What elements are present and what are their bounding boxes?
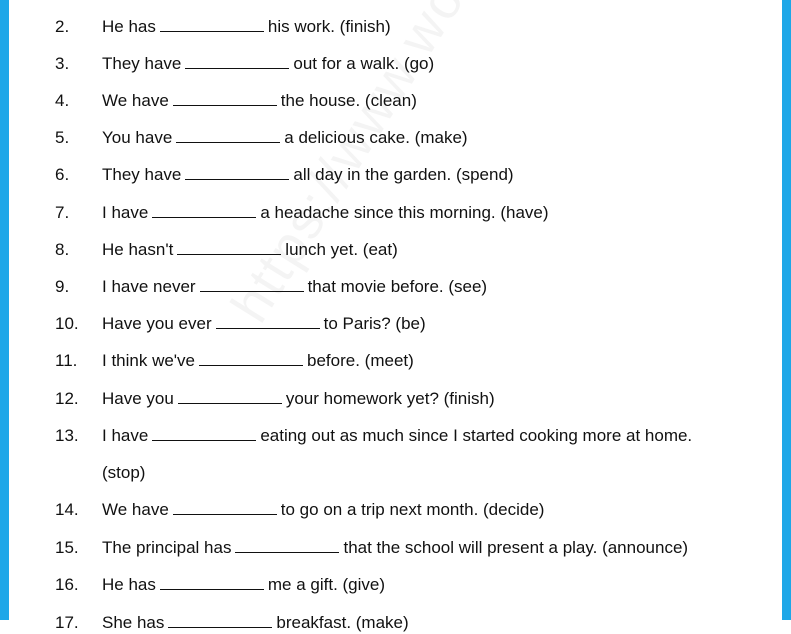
page-border-right: [782, 0, 791, 620]
item-number: 11.: [55, 351, 78, 370]
sentence-end: a headache since this morning. (have): [260, 203, 549, 222]
item-sentence: [102, 313, 426, 335]
sentence-end: eating out as much since I started cooking more at home.: [260, 426, 693, 445]
sentence-end: that movie before. (see): [307, 277, 488, 296]
sentence-end: lunch yet. (eat): [285, 240, 398, 259]
sentence-end: breakfast. (make): [276, 613, 409, 632]
sentence-end: that the school will present a play. (announce): [343, 538, 689, 557]
sentence-end: to Paris? (be): [323, 314, 426, 333]
sentence-end: out for a walk. (go): [293, 54, 435, 73]
sentence-start: I have never: [102, 277, 196, 296]
sentence-start: Have you ever: [102, 314, 212, 333]
sentence-start: We have: [102, 500, 169, 519]
item-number: 14.: [55, 500, 79, 519]
answer-blank[interactable]: [185, 165, 289, 180]
answer-blank[interactable]: [178, 389, 282, 404]
sentence-start: I have: [102, 203, 149, 222]
item-sentence: [102, 90, 417, 112]
answer-blank[interactable]: [160, 575, 264, 590]
item-sentence: [102, 164, 514, 186]
item-number: 13.: [55, 426, 79, 445]
item-sentence: [102, 537, 688, 559]
sentence-start: We have: [102, 91, 169, 110]
item-number: 5.: [55, 128, 70, 147]
sentence-start: I think we've: [102, 351, 196, 370]
item-sentence: [102, 499, 544, 521]
item-sentence: [102, 612, 409, 634]
item-sentence: [102, 425, 692, 447]
answer-blank[interactable]: [177, 240, 281, 255]
item-sentence: [102, 574, 385, 596]
sentence-start: She has: [102, 613, 165, 632]
item-number: 16.: [55, 575, 79, 594]
answer-blank[interactable]: [176, 128, 280, 143]
sentence-start: You have: [102, 128, 173, 147]
item-sentence: [102, 276, 487, 298]
item-number: 9.: [55, 277, 70, 296]
sentence-end: his work. (finish): [267, 17, 391, 36]
sentence-end: to go on a trip next month. (decide): [280, 500, 545, 519]
item-number: 15.: [55, 538, 79, 557]
answer-blank[interactable]: [235, 538, 339, 553]
answer-blank[interactable]: [173, 500, 277, 515]
sentence-start: Have you: [102, 389, 174, 408]
sentence-end: the house. (clean): [280, 91, 417, 110]
item-number: 8.: [55, 240, 70, 259]
item-sentence: [102, 239, 398, 261]
answer-blank[interactable]: [168, 613, 272, 628]
item-number: 17.: [55, 613, 79, 632]
item-number: 3.: [55, 54, 70, 73]
item-sentence: [102, 16, 391, 38]
item-number: 10.: [55, 314, 79, 333]
sentence-start: They have: [102, 54, 182, 73]
sentence-end: your homework yet? (finish): [285, 389, 495, 408]
sentence-continuation: (stop): [102, 463, 146, 482]
sentence-end: a delicious cake. (make): [284, 128, 468, 147]
sentence-start: They have: [102, 165, 182, 184]
item-sentence: [102, 53, 434, 75]
answer-blank[interactable]: [199, 351, 303, 366]
sentence-start: The principal has: [102, 538, 232, 557]
answer-blank[interactable]: [200, 277, 304, 292]
sentence-end: me a gift. (give): [267, 575, 386, 594]
item-sentence: [102, 127, 468, 149]
page-border-left: [0, 0, 9, 620]
answer-blank[interactable]: [160, 17, 264, 32]
worksheet-page: [9, 0, 782, 632]
item-sentence: [102, 202, 549, 224]
answer-blank[interactable]: [152, 203, 256, 218]
sentence-end: before. (meet): [307, 351, 414, 370]
answer-blank[interactable]: [185, 54, 289, 69]
item-number: 12.: [55, 389, 79, 408]
item-number: 4.: [55, 91, 70, 110]
sentence-start: I have: [102, 426, 149, 445]
item-sentence: [102, 350, 414, 372]
item-sentence: [102, 388, 495, 410]
sentence-start: He has: [102, 575, 156, 594]
sentence-start: He hasn't: [102, 240, 174, 259]
item-number: 6.: [55, 165, 70, 184]
answer-blank[interactable]: [173, 91, 277, 106]
answer-blank[interactable]: [216, 314, 320, 329]
sentence-end: all day in the garden. (spend): [293, 165, 514, 184]
answer-blank[interactable]: [152, 426, 256, 441]
item-number: 7.: [55, 203, 70, 222]
sentence-start: He has: [102, 17, 156, 36]
item-number: 2.: [55, 17, 70, 36]
